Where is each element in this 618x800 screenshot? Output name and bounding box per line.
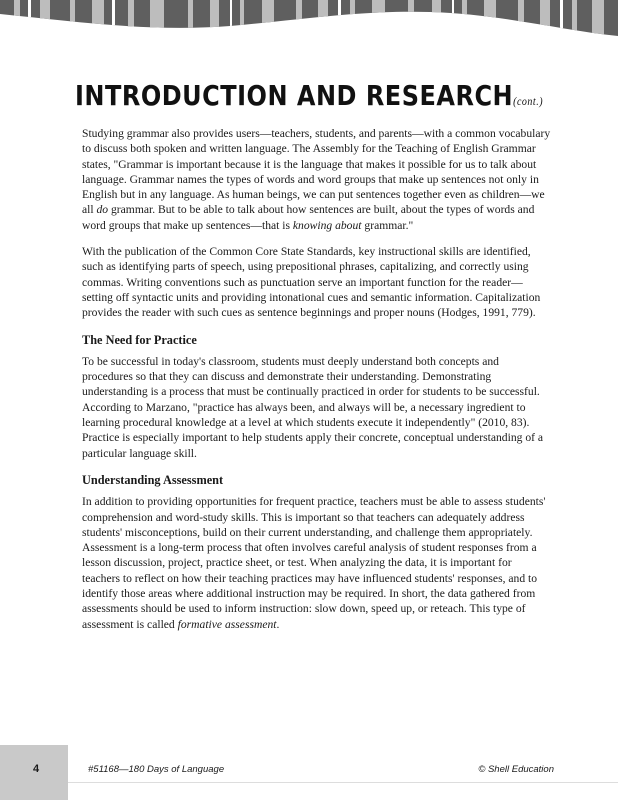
footer-copyright: © Shell Education xyxy=(478,764,554,775)
footer-divider xyxy=(68,782,618,783)
paragraph-text: grammar." xyxy=(361,218,414,232)
paragraph-text: In addition to providing opportunities for frequent practice, teachers must be able to assess students' comprehension and word-study skills. This is important so that teachers can adequately address students' misconceptions, build on their current understanding, and challenge them appropriately. Assessment is a long-term process that often involves careful analysis of student responses from a lesson discussion, project, practice sheet, or test. When analyzing the data, it is important for teachers to reflect on how their teaching practices may have influenced students' responses, and to identify those areas where additional instruction may be required. In short, the data gathered from assessments should be used to inform instruction: slow down, speed up, or reteach. This type of assessment is called xyxy=(82,495,546,631)
emphasis-knowing-about: knowing about xyxy=(292,218,362,232)
page-title xyxy=(75,80,543,112)
paragraph-grammar-vocabulary xyxy=(82,126,552,233)
heading-understanding-assessment: Understanding Assessment xyxy=(82,472,224,487)
emphasis-formative-assessment: formative assessment xyxy=(177,617,277,631)
page-number: 4 xyxy=(33,763,40,775)
footer-book-title: #51168—180 Days of Language xyxy=(88,764,225,775)
title-continued-label: (cont.) xyxy=(513,96,544,109)
emphasis-do: do xyxy=(96,203,109,217)
paragraph-text: grammar. But to be able to talk about how sentences are built, about the types of words and word groups that make up sentences—that is xyxy=(82,203,535,232)
header-decoration xyxy=(0,0,618,60)
paragraph-common-core: With the publication of the Common Core State Standards, key instructional skills are identified, such as identifying parts of speech, using prepositional phrases, capitalizing, and correctly using commas. Writing conventions such as punctuation serve an important function for the reader—setting off syntactic units and providing intonational cues and semantic information. Capitalization provides the reader with such cues as sentence beginnings and proper nouns (Hodges, 1991, 779). xyxy=(82,245,541,320)
page-header xyxy=(0,79,618,113)
article-body xyxy=(82,126,552,643)
heading-need-for-practice: The Need for Practice xyxy=(82,332,197,347)
page-title-text: INTRODUCTION AND RESEARCH xyxy=(74,79,514,113)
paragraph-assessment xyxy=(82,494,552,632)
paragraph-text: . xyxy=(276,617,280,631)
paragraph-text: Studying grammar also provides users—teachers, students, and parents—with a common vocabulary to discuss both spoken and written language. The Assembly for the Teaching of English Grammar states, "Grammar is important because it is the language that makes it possible for us to talk about language. Grammar names the types of words and word groups that make up sentences not only in English but in any language. As human beings, we can put sentences together even as children—we all xyxy=(82,127,551,217)
paragraph-practice: To be successful in today's classroom, students must deeply understand both concepts and procedures so that they can discuss and demonstrate their understanding. Demonstrating understanding is a process that must be continually practiced in order for students to be successful. According to Marzano, "practice has always been, and always will be, a necessary ingredient to learning procedural knowledge at a level at which students execute it independently" (2010, 83). Practice is especially important to help students apply their concrete, conceptual understanding of a particular language skill. xyxy=(82,354,544,460)
